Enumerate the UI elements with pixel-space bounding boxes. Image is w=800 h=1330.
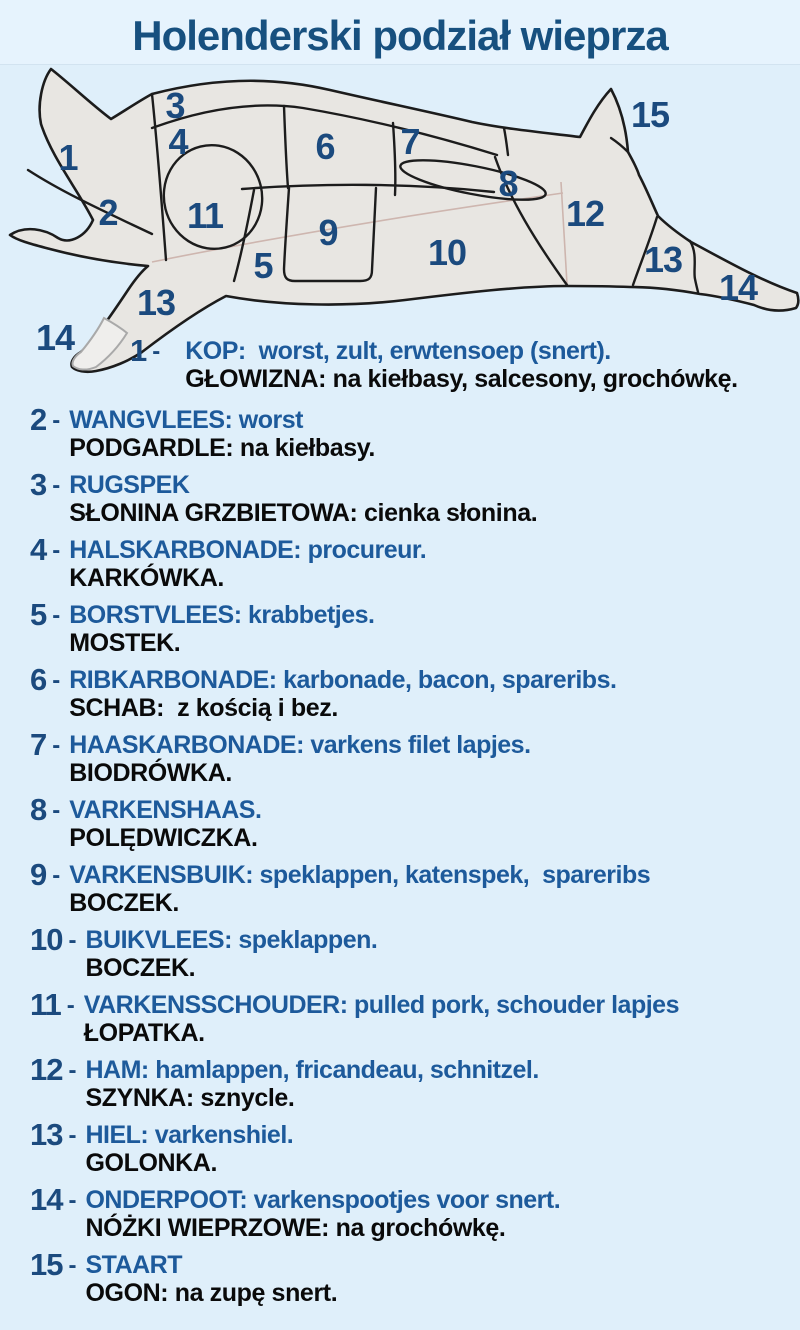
region-number-13-rear: 13 bbox=[643, 239, 683, 280]
region-number-13-front: 13 bbox=[136, 282, 176, 323]
legend-item-14 bbox=[30, 1182, 800, 1242]
polish-cut-name: SCHAB: z kością i bez. bbox=[69, 694, 338, 722]
legend-number-cell bbox=[30, 1247, 77, 1307]
legend-number: 14 bbox=[30, 1182, 63, 1217]
dutch-cut-name: VARKENSSCHOUDER: pulled pork, schouder lapjes bbox=[83, 991, 679, 1019]
polish-cut-name: SZYNKA: sznycle. bbox=[85, 1084, 295, 1112]
polish-cut-name: MOSTEK. bbox=[69, 629, 181, 657]
polish-cut-name: GOLONKA. bbox=[85, 1149, 218, 1177]
region-number-8: 8 bbox=[498, 163, 518, 204]
legend-number-cell bbox=[30, 597, 61, 657]
legend-item-9 bbox=[30, 857, 800, 917]
region-number-9: 9 bbox=[318, 212, 338, 253]
legend-number-cell bbox=[130, 333, 161, 393]
dutch-cut-name: HIEL: varkenshiel. bbox=[85, 1121, 294, 1149]
region-number-11: 11 bbox=[186, 195, 224, 236]
legend-number: 13 bbox=[30, 1117, 63, 1152]
legend-text bbox=[69, 666, 800, 722]
legend-dash: - bbox=[52, 407, 61, 434]
dutch-cut-name: HAM: hamlappen, fricandeau, schnitzel. bbox=[85, 1056, 539, 1084]
legend-text bbox=[69, 471, 800, 527]
legend-number: 4 bbox=[30, 532, 47, 567]
region-number-10: 10 bbox=[427, 232, 467, 273]
dutch-cut-name: HALSKARBONADE: procureur. bbox=[69, 536, 427, 564]
polish-cut-name: PODGARDLE: na kiełbasy. bbox=[69, 434, 375, 462]
legend-number-cell bbox=[30, 402, 61, 462]
legend-item-4 bbox=[30, 532, 800, 592]
dutch-cut-name: HAASKARBONADE: varkens filet lapjes. bbox=[69, 731, 531, 759]
polish-cut-name: OGON: na zupę snert. bbox=[85, 1279, 338, 1307]
region-number-15: 15 bbox=[630, 94, 670, 135]
legend-item-13 bbox=[30, 1117, 800, 1177]
legend-number-cell bbox=[30, 922, 77, 982]
legend-dash: - bbox=[66, 992, 75, 1019]
legend-dash: - bbox=[68, 1252, 77, 1279]
pig-body-shape bbox=[10, 69, 798, 372]
dutch-cut-name: BORSTVLEES: krabbetjes. bbox=[69, 601, 375, 629]
legend-text bbox=[85, 1121, 800, 1177]
polish-cut-name: BOCZEK. bbox=[85, 954, 196, 982]
legend-item-12 bbox=[30, 1052, 800, 1112]
legend-number-cell bbox=[30, 727, 61, 787]
legend-number: 8 bbox=[30, 792, 47, 827]
legend-dash: - bbox=[68, 1187, 77, 1214]
polish-cut-name: POLĘDWICZKA. bbox=[69, 824, 258, 852]
legend-item-6 bbox=[30, 662, 800, 722]
legend-text bbox=[69, 796, 800, 852]
polish-cut-name: GŁOWIZNA: na kiełbasy, salcesony, grochówkę. bbox=[185, 365, 738, 393]
polish-cut-name: NÓŻKI WIEPRZOWE: na grochówkę. bbox=[85, 1214, 506, 1242]
legend-text bbox=[84, 991, 800, 1047]
legend-number-cell bbox=[30, 792, 61, 852]
legend-text bbox=[185, 337, 737, 393]
legend-dash: - bbox=[52, 602, 61, 629]
dutch-cut-name: RUGSPEK bbox=[69, 471, 190, 499]
legend-number: 9 bbox=[30, 857, 47, 892]
legend-number-cell bbox=[30, 1052, 77, 1112]
pig-outline-svg bbox=[0, 62, 800, 380]
region-number-1: 1 bbox=[58, 137, 78, 178]
legend-number: 7 bbox=[30, 727, 47, 762]
legend-text bbox=[69, 406, 800, 462]
legend-number: 6 bbox=[30, 662, 47, 697]
legend-dash: - bbox=[52, 797, 61, 824]
legend-item-7 bbox=[30, 727, 800, 787]
page-title: Holenderski podział wieprza bbox=[132, 12, 668, 59]
legend-text bbox=[69, 731, 800, 787]
region-number-3: 3 bbox=[165, 85, 185, 126]
legend-number-cell bbox=[30, 662, 61, 722]
region-number-2: 2 bbox=[98, 192, 118, 233]
legend-number: 12 bbox=[30, 1052, 63, 1087]
legend-item-10 bbox=[30, 922, 800, 982]
polish-cut-name: ŁOPATKA. bbox=[83, 1019, 205, 1047]
legend-number-cell bbox=[30, 1182, 77, 1242]
legend-number: 10 bbox=[30, 922, 63, 957]
legend-number-cell bbox=[30, 532, 61, 592]
legend-dash: - bbox=[52, 537, 61, 564]
polish-cut-name: BOCZEK. bbox=[69, 889, 179, 917]
legend-number: 15 bbox=[30, 1247, 63, 1282]
polish-cut-name: SŁONINA GRZBIETOWA: cienka słonina. bbox=[69, 499, 538, 527]
region-number-6: 6 bbox=[315, 126, 335, 167]
legend-dash: - bbox=[52, 732, 61, 759]
legend-number: 5 bbox=[30, 597, 47, 632]
polish-cut-name: BIODRÓWKA. bbox=[69, 759, 232, 787]
region-number-4: 4 bbox=[168, 121, 188, 162]
region-number-14-front: 14 bbox=[35, 317, 75, 358]
dutch-cut-name: KOP: worst, zult, erwtensoep (snert). bbox=[185, 337, 611, 365]
legend-item-1 bbox=[130, 333, 738, 393]
legend-list bbox=[30, 402, 800, 1316]
region-number-14-rear: 14 bbox=[718, 267, 758, 308]
dutch-cut-name: VARKENSHAAS. bbox=[69, 796, 262, 824]
legend-item-8 bbox=[30, 792, 800, 852]
legend-number: 3 bbox=[30, 467, 47, 502]
dutch-cut-name: BUIKVLEES: speklappen. bbox=[85, 926, 378, 954]
dutch-cut-name: WANGVLEES: worst bbox=[69, 406, 303, 434]
region-number-7: 7 bbox=[400, 121, 420, 162]
legend-item-2 bbox=[30, 402, 800, 462]
legend-number-cell bbox=[30, 857, 61, 917]
legend-dash: - bbox=[68, 1122, 77, 1149]
legend-item-11 bbox=[30, 987, 800, 1047]
legend-dash: - bbox=[68, 1057, 77, 1084]
dutch-cut-name: RIBKARBONADE: karbonade, bacon, spareribs. bbox=[69, 666, 617, 694]
dutch-cut-name: VARKENSBUIK: speklappen, katenspek, spareribs bbox=[69, 861, 651, 889]
legend-item-5 bbox=[30, 597, 800, 657]
dutch-cut-name: ONDERPOOT: varkenspootjes voor snert. bbox=[85, 1186, 561, 1214]
region-number-5: 5 bbox=[253, 245, 273, 286]
legend-dash: - bbox=[52, 667, 61, 694]
polish-cut-name: KARKÓWKA. bbox=[69, 564, 224, 592]
legend-item-3 bbox=[30, 467, 800, 527]
region-number-12: 12 bbox=[565, 193, 605, 234]
legend-item-15 bbox=[30, 1247, 800, 1307]
legend-dash: - bbox=[52, 472, 61, 499]
legend-text bbox=[85, 1186, 800, 1242]
legend-text bbox=[85, 1056, 800, 1112]
legend-number: 2 bbox=[30, 402, 47, 437]
legend-dash: - bbox=[68, 927, 77, 954]
legend-number: 1 bbox=[130, 333, 147, 368]
legend-text bbox=[69, 601, 800, 657]
legend-number-cell bbox=[30, 467, 61, 527]
legend-number-cell bbox=[30, 987, 75, 1047]
legend-number-cell bbox=[30, 1117, 77, 1177]
legend-text bbox=[85, 926, 800, 982]
legend-dash: - bbox=[52, 862, 61, 889]
legend-text bbox=[69, 861, 800, 917]
legend-text bbox=[69, 536, 800, 592]
pig-diagram bbox=[0, 62, 800, 380]
legend-dash: - bbox=[152, 338, 161, 365]
legend-number: 11 bbox=[30, 987, 61, 1022]
dutch-cut-name: STAART bbox=[85, 1251, 183, 1279]
legend-text bbox=[85, 1251, 800, 1307]
